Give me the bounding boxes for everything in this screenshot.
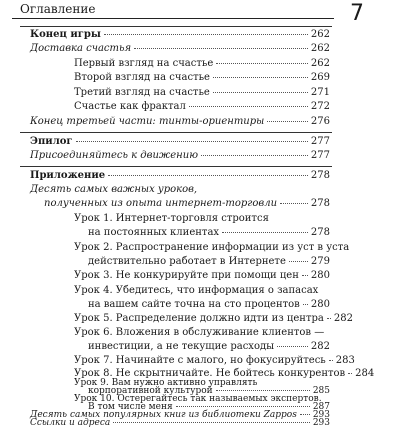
toc-entry-part-end bbox=[30, 29, 330, 41]
leader-dots bbox=[176, 406, 310, 407]
toc-entry-title: Эпилог bbox=[30, 136, 73, 147]
toc-page-number: 278 bbox=[310, 198, 330, 209]
toc-entry-title: инвестиции, а не текущие расходы bbox=[88, 341, 275, 352]
toc-entry-title: Урок 5. Распределение должно идти из центра bbox=[74, 313, 324, 324]
toc-entry-line: Урок 1. Интернет-торговля строится bbox=[74, 213, 269, 224]
toc-page-number: 280 bbox=[310, 299, 330, 310]
leader-dots bbox=[201, 155, 308, 156]
toc-page-number: 279 bbox=[310, 256, 330, 267]
leader-dots bbox=[213, 77, 308, 78]
toc-entry-title: на вашем сайте точна на сто процентов bbox=[88, 299, 300, 310]
toc-page-number: 277 bbox=[310, 150, 330, 161]
toc-page-number: 278 bbox=[310, 227, 330, 238]
toc-entry-title: Десять самых популярных книг из библиотеки Zappos bbox=[30, 410, 297, 420]
toc-page-number: 271 bbox=[310, 87, 330, 98]
toc-entry-lesson bbox=[74, 355, 355, 367]
toc-entry-title: действительно работает в Интернете bbox=[88, 256, 286, 267]
toc-page-number: 269 bbox=[310, 72, 330, 83]
toc-page-number: 272 bbox=[310, 101, 330, 112]
toc-entry-lesson bbox=[88, 299, 330, 311]
toc-entry-chapter bbox=[30, 116, 330, 128]
toc-page-number: 282 bbox=[310, 341, 330, 352]
toc-entry-title: корпоративной культурой bbox=[88, 386, 213, 396]
leader-dots bbox=[280, 203, 308, 204]
toc-page-number: 276 bbox=[310, 116, 330, 127]
toc-entry-section bbox=[74, 87, 330, 99]
leader-dots bbox=[267, 121, 308, 122]
toc-entry-title: полученных из опыта интернет-торговли bbox=[44, 198, 278, 209]
toc-entry-title: Доставка счастья bbox=[30, 43, 132, 54]
toc-entry-chapter bbox=[30, 43, 330, 55]
section-divider bbox=[20, 132, 332, 133]
toc-entry-title: Конец третьей части: тинты-ориентиры bbox=[30, 116, 265, 127]
leader-dots bbox=[348, 373, 352, 374]
page-number: 7 bbox=[350, 1, 364, 26]
toc-entry-chapter bbox=[30, 150, 330, 162]
toc-entry-lesson bbox=[88, 341, 330, 353]
section-divider bbox=[20, 166, 332, 167]
toc-entry-section bbox=[74, 58, 330, 70]
leader-dots bbox=[277, 346, 308, 347]
leader-dots bbox=[303, 304, 308, 305]
toc-entry-title: Приложение bbox=[30, 170, 106, 181]
toc-entry-title: Второй взгляд на счастье bbox=[74, 72, 210, 83]
toc-entry-line: Урок 6. Вложения в обслуживание клиентов — bbox=[74, 327, 325, 338]
toc-page-number: 293 bbox=[312, 410, 330, 420]
toc-entry-lesson bbox=[88, 227, 330, 239]
toc-entry-title: Третий взгляд на счастье bbox=[74, 87, 210, 98]
toc-entry-title: Первый взгляд на счастье bbox=[74, 58, 214, 69]
toc-page-number: 285 bbox=[312, 386, 330, 396]
toc-page-number: 282 bbox=[333, 313, 353, 324]
toc-entry-lesson bbox=[88, 256, 330, 268]
toc-entry-section bbox=[74, 101, 330, 113]
leader-dots bbox=[302, 275, 308, 276]
leader-dots bbox=[216, 63, 308, 64]
section-divider bbox=[20, 26, 332, 27]
toc-page-number: 262 bbox=[310, 29, 330, 40]
toc-entry-title: Урок 3. Не конкурируйте при помощи цен bbox=[74, 270, 299, 281]
leader-dots bbox=[300, 414, 310, 415]
toc-entry-title: Присоединяйтесь к движению bbox=[30, 150, 199, 161]
leader-dots bbox=[113, 422, 310, 423]
toc-entry-title: Конец игры bbox=[30, 29, 101, 40]
toc-page-number: 262 bbox=[310, 43, 330, 54]
toc-entry-part-epilogue bbox=[30, 136, 330, 148]
toc-page-number: 280 bbox=[310, 270, 330, 281]
toc-entry-title: Счастье как фрактал bbox=[74, 101, 186, 112]
toc-entry-line: Десять самых важных уроков, bbox=[30, 184, 198, 195]
toc-entry-title: Урок 7. Начинайте с малого, но фокусируйтесь bbox=[74, 355, 326, 366]
toc-page-number: 262 bbox=[310, 58, 330, 69]
toc-entry-line: Урок 2. Распространение информации из уст в уста bbox=[74, 242, 350, 253]
header-title: Оглавление bbox=[20, 2, 96, 16]
leader-dots bbox=[329, 360, 333, 361]
toc-page-number: 287 bbox=[312, 402, 330, 412]
toc-page-number: 277 bbox=[310, 136, 330, 147]
leader-dots bbox=[134, 48, 308, 49]
leader-dots bbox=[189, 106, 308, 107]
toc-page-number: 284 bbox=[355, 368, 375, 379]
leader-dots bbox=[327, 318, 331, 319]
toc-entry-line: Урок 10. Остерегайтесь так называемых экспертов. bbox=[74, 394, 322, 404]
toc-entry-section bbox=[74, 72, 330, 84]
leader-dots bbox=[76, 141, 308, 142]
toc-page-number: 278 bbox=[310, 170, 330, 181]
toc-entry-chapter bbox=[44, 198, 330, 210]
leader-dots bbox=[222, 232, 308, 233]
toc-entry-title: Урок 8. Не скрытничайте. Не бойтесь конкурентов bbox=[74, 368, 346, 379]
leader-dots bbox=[216, 390, 310, 391]
toc-entry-line: Урок 9. Вам нужно активно управлять bbox=[74, 378, 258, 388]
toc-entry-title: Ссылки и адреса bbox=[30, 418, 111, 428]
toc-entry-title: на постоянных клиентах bbox=[88, 227, 220, 238]
toc-page-number: 283 bbox=[335, 355, 355, 366]
toc-entry-part-appendix bbox=[30, 170, 330, 182]
toc-entry-lesson bbox=[74, 270, 330, 282]
toc-entry-lesson bbox=[74, 313, 353, 325]
toc-page-number: 293 bbox=[312, 418, 330, 428]
toc-entry-line: Урок 4. Убедитесь, что информация о запасах bbox=[74, 285, 319, 296]
leader-dots bbox=[104, 34, 308, 35]
leader-dots bbox=[289, 261, 308, 262]
leader-dots bbox=[213, 92, 308, 93]
toc-entry-title: В том числе меня bbox=[88, 402, 173, 412]
leader-dots bbox=[108, 175, 308, 176]
